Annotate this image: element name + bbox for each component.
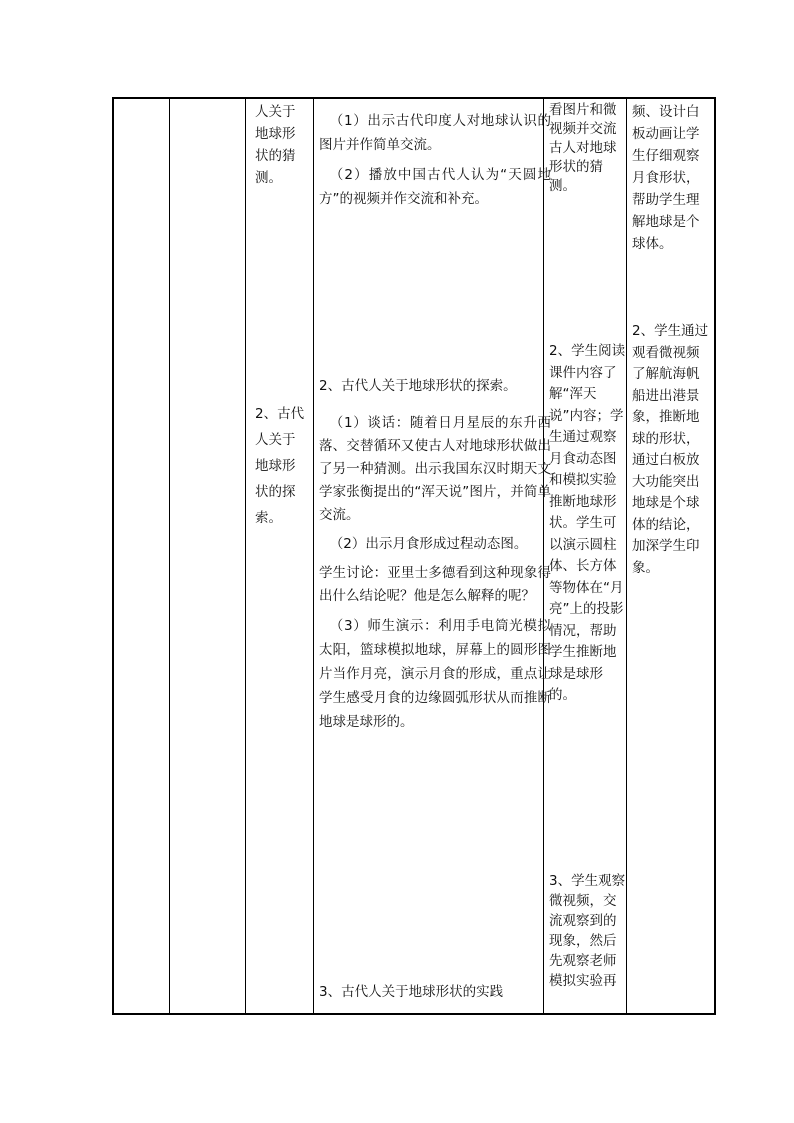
design-intent-block-2 <box>632 321 712 579</box>
student-activity-block-2 <box>549 341 629 707</box>
student-activity-1: 看图片和微视频并交流古人对地球形状的猜测。 <box>549 102 617 194</box>
topic-guess: 人关于地球形状的猜测。 <box>255 104 296 186</box>
student-discussion: 学生讨论：亚里士多德看到这种现象得出什么结论呢？他是怎么解释的呢？ <box>319 565 551 604</box>
student-activity-block-1 <box>549 101 629 196</box>
design-intent-block-1 <box>632 101 712 255</box>
topic-cell-1 <box>255 101 307 189</box>
teacher-activity-block-3 <box>319 983 551 1002</box>
section-3-title: 3、古代人关于地球形状的实践 <box>319 984 504 1000</box>
teacher-activity-1: （1）出示古代印度人对地球认识的图片并作简单交流。 <box>319 113 551 153</box>
teacher-activity-block-2 <box>319 375 551 740</box>
topic-exploration: 2、古代人关于地球形状的探索。 <box>255 406 305 526</box>
teacher-activity-4: （2）出示月食形成过程动态图。 <box>329 536 528 552</box>
column-divider-1 <box>169 99 170 1013</box>
section-2-title: 2、古代人关于地球形状的探索。 <box>319 378 517 394</box>
column-divider-2 <box>245 99 246 1013</box>
column-divider-3 <box>313 99 314 1013</box>
teacher-activity-5: （3）师生演示：利用手电筒光模拟太阳，篮球模拟地球，屏幕上的圆形图片当作月亮，演示月食的形成，重点让学生感受月食的边缘圆弧形状从而推断地球是球形的。 <box>319 618 551 730</box>
teacher-activity-3: （1）谈话：随着日月星辰的东升西落、交替循环又使古人对地球形状做出了另一种猜测。出示我国东汉时期天文学家张衡提出的“浑天说”图片，并简单交流。 <box>319 415 551 523</box>
student-activity-2: 2、学生阅读课件内容了解“浑天说”内容；学生通过观察月食动态图和模拟实验推断地球形状。学生可以演示圆柱体、长方体等物体在“月亮”上的投影情况，帮助学生推断地球是球形的。 <box>549 343 626 703</box>
teacher-activity-block-1 <box>319 109 551 217</box>
lesson-plan-table <box>112 97 716 1015</box>
topic-cell-2 <box>255 401 307 531</box>
student-activity-block-3 <box>549 871 629 991</box>
teacher-activity-2: （2）播放中国古代人认为“天圆地方”的视频并作交流和补充。 <box>319 167 551 207</box>
design-intent-2: 2、学生通过观看微视频了解航海帆船进出港景象，推断地球的形状，通过白板放大功能突出地球是个球体的结论，加深学生印象。 <box>632 323 709 576</box>
student-activity-3: 3、学生观察微视频，交流观察到的现象，然后先观察老师模拟实验再 <box>549 873 626 989</box>
design-intent-1: 频、设计白板动画让学生仔细观察月食形状，帮助学生理解地球是个球体。 <box>632 104 700 252</box>
